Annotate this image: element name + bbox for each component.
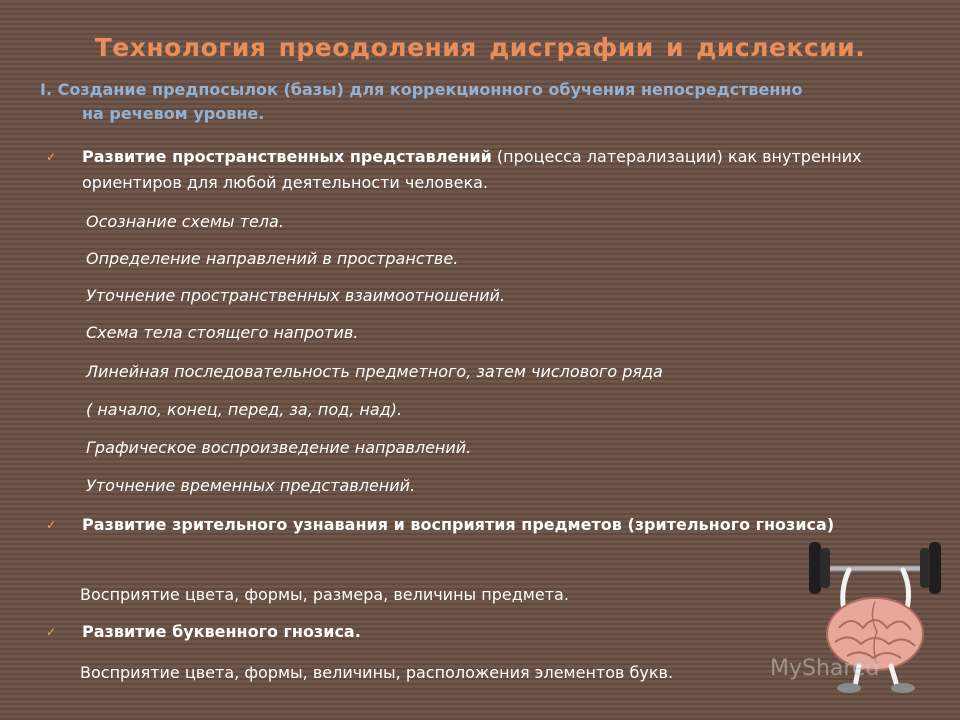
list-item: Уточнение временных представлений. [86,476,416,495]
list-item: ( начало, конец, перед, за, под, над). [86,400,403,419]
bullet-spatial-representations [46,144,946,196]
bullet-visual-gnosis [46,512,946,538]
bullet-strong-text: Развитие пространственных представлений [82,147,492,166]
list-item: Восприятие цвета, формы, величины, расположения элементов букв. [80,663,674,682]
slide-title: Технология преодоления дисграфии и дислексии. [94,33,866,62]
check-icon: ✓ [46,625,57,639]
bullet-rest-text: (процесса латерализации) как внутренних ориентиров для любой деятельности человека. [82,147,862,192]
list-item: Графическое воспроизведение направлений. [86,438,472,457]
check-icon: ✓ [46,150,57,164]
list-item: Определение направлений в пространстве. [86,249,459,268]
bullet-strong-text: Развитие буквенного гнозиса. [82,622,361,641]
check-icon: ✓ [46,518,57,532]
section-heading-line2: на речевом уровне. [82,104,265,123]
bullet-strong-text: Развитие зрительного узнавания и восприятия предметов (зрительного гнозиса) [82,515,835,534]
list-item: Схема тела стоящего напротив. [86,323,359,342]
section-heading-line1: I. Создание предпосылок (базы) для коррекционного обучения непосредственно [40,80,803,99]
list-item: Осознание схемы тела. [86,212,284,231]
bullet-text [46,144,872,196]
watermark: MyShared [770,656,880,681]
list-item: Линейная последовательность предметного, затем числового ряда [86,362,663,381]
list-item: Восприятие цвета, формы, размера, величины предмета. [80,585,569,604]
list-item: Уточнение пространственных взаимоотношений. [86,286,506,305]
section-heading [40,78,920,126]
